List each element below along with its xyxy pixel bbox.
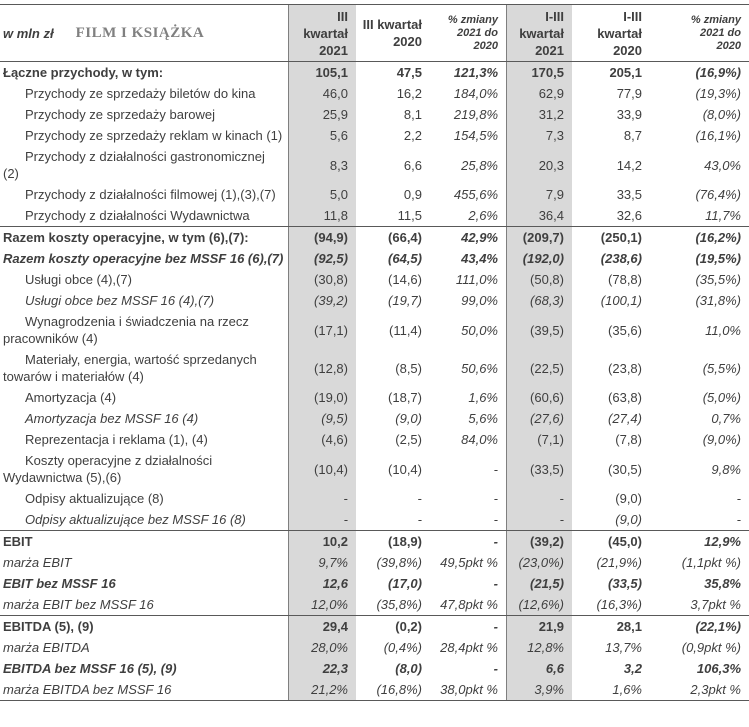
value-cell: 9,8% <box>711 461 741 477</box>
value-cell: 35,8% <box>704 576 741 591</box>
value-cell: 12,0% <box>288 594 356 615</box>
value-cell: (78,8) <box>608 272 642 287</box>
row-label: Przychody z działalności gastronomicznej (2) <box>3 149 265 181</box>
value-cell: - <box>736 491 741 506</box>
table-row <box>0 429 749 450</box>
page-title: FILM I KSIĄŻKA <box>75 24 205 41</box>
value-cell: (16,3%) <box>596 597 642 612</box>
value-cell: 6,6 <box>403 157 422 173</box>
value-cell: 29,4 <box>288 616 356 637</box>
value-cell: 3,2 <box>623 661 642 676</box>
column-header-label: % zmiany 2021 do 2020 <box>447 13 498 52</box>
value-cell: 219,8% <box>453 107 498 122</box>
value-cell: (18,7) <box>388 390 422 405</box>
table-row <box>0 349 749 387</box>
row-label-cell <box>0 205 288 226</box>
value-cell: (100,1) <box>600 293 642 308</box>
row-label: Wynagrodzenia i świadczenia na rzecz pracowników (4) <box>3 314 249 346</box>
value-cell: 11,8 <box>288 205 356 226</box>
value-cell: - <box>493 661 498 676</box>
value-cell: 22,3 <box>288 658 356 679</box>
value-cell: 33,5 <box>616 187 642 202</box>
value-cell: 46,0 <box>288 83 356 104</box>
value-cell: (8,5) <box>395 360 422 376</box>
value-cell: 62,9 <box>506 83 572 104</box>
value-cell: (1,1pkt %) <box>681 555 741 570</box>
row-label-cell <box>0 509 288 530</box>
value-cell: 8,7 <box>623 128 642 143</box>
value-cell: 7,9 <box>506 184 572 205</box>
row-label-cell <box>0 594 288 615</box>
value-cell: (92,5) <box>288 248 356 269</box>
value-cell: 21,9 <box>506 616 572 637</box>
value-cell: (0,9pkt %) <box>681 640 741 655</box>
value-cell: (12,6%) <box>506 594 572 615</box>
table-corner-cell <box>0 5 288 61</box>
table-row <box>0 488 749 509</box>
column-header-label: III kwartał 2020 <box>362 17 422 49</box>
row-label-cell <box>0 573 288 594</box>
value-cell: (30,5) <box>608 461 642 477</box>
row-label: EBIT bez MSSF 16 <box>3 576 116 591</box>
value-cell: (5,0%) <box>702 390 741 405</box>
row-label: marża EBIT <box>3 555 72 570</box>
value-cell: (94,9) <box>288 227 356 248</box>
value-cell: 28,0% <box>288 637 356 658</box>
table-row <box>0 146 749 184</box>
table-row <box>0 62 749 83</box>
row-label: EBITDA bez MSSF 16 (5), (9) <box>3 661 177 676</box>
value-cell: (17,0) <box>388 576 422 591</box>
value-cell: 1,6% <box>468 390 498 405</box>
value-cell: (9,5) <box>288 408 356 429</box>
value-cell: - <box>493 619 498 634</box>
table-row <box>0 226 749 248</box>
row-label: Przychody z działalności filmowej (1),(3),(7) <box>25 187 276 202</box>
value-cell: (16,2%) <box>695 230 741 245</box>
value-cell: (19,5%) <box>695 251 741 266</box>
value-cell: 3,7pkt % <box>690 597 741 612</box>
table-row <box>0 269 749 290</box>
row-label: EBIT <box>3 534 33 549</box>
value-cell: 3,9% <box>506 679 572 700</box>
table-row <box>0 290 749 311</box>
column-header-1 <box>288 5 356 61</box>
value-cell: (9,0) <box>395 411 422 426</box>
column-header-label: I-III kwartał 2020 <box>597 8 642 58</box>
table-row <box>0 408 749 429</box>
column-header-label: % zmiany 2021 do 2020 <box>690 13 741 52</box>
value-cell: - <box>736 512 741 527</box>
value-cell: (31,8%) <box>695 293 741 308</box>
value-cell: 111,0% <box>455 272 498 287</box>
value-cell: 170,5 <box>506 62 572 83</box>
value-cell: 25,9 <box>288 104 356 125</box>
value-cell: - <box>417 512 422 527</box>
table-header-row <box>0 5 749 62</box>
financial-table <box>0 4 749 701</box>
value-cell: 50,0% <box>461 322 498 338</box>
value-cell: (66,4) <box>388 230 422 245</box>
value-cell: (22,5) <box>506 349 572 387</box>
row-label: Reprezentacja i reklama (1), (4) <box>25 432 208 447</box>
value-cell: - <box>506 488 572 509</box>
table-row <box>0 205 749 226</box>
value-cell: 7,3 <box>506 125 572 146</box>
value-cell: (9,0%) <box>702 432 741 447</box>
value-cell: 1,6% <box>612 682 642 697</box>
value-cell: (35,6) <box>608 322 642 338</box>
row-label-cell <box>0 248 288 269</box>
table-row <box>0 509 749 530</box>
row-label: Przychody z działalności Wydawnictwa <box>25 208 250 223</box>
value-cell: 47,8pkt % <box>440 597 498 612</box>
value-cell: (39,2) <box>506 531 572 552</box>
row-label-cell <box>0 104 288 125</box>
value-cell: (33,5) <box>608 576 642 591</box>
value-cell: (39,5) <box>506 311 572 349</box>
row-label: Usługi obce (4),(7) <box>25 272 132 287</box>
value-cell: (18,9) <box>388 534 422 549</box>
value-cell: (14,6) <box>388 272 422 287</box>
table-row <box>0 387 749 408</box>
row-label: Usługi obce bez MSSF 16 (4),(7) <box>25 293 215 308</box>
value-cell: (19,7) <box>388 293 422 308</box>
value-cell: (209,7) <box>506 227 572 248</box>
row-label: Materiały, energia, wartość sprzedanych towarów i materiałów (4) <box>3 352 257 384</box>
row-label: EBITDA (5), (9) <box>3 619 94 634</box>
value-cell: (35,8%) <box>376 597 422 612</box>
table-row <box>0 248 749 269</box>
row-label-cell <box>0 125 288 146</box>
table-row <box>0 615 749 637</box>
table-row <box>0 311 749 349</box>
table-row <box>0 679 749 700</box>
row-label-cell <box>0 387 288 408</box>
value-cell: 2,3pkt % <box>690 682 741 697</box>
value-cell: 121,3% <box>453 65 498 80</box>
row-label: Odpisy aktualizujące (8) <box>25 491 164 506</box>
row-label: Razem koszty operacyjne, w tym (6),(7): <box>3 230 249 245</box>
value-cell: 28,1 <box>616 619 642 634</box>
row-label-cell <box>0 450 288 488</box>
value-cell: - <box>288 509 356 530</box>
value-cell: (76,4%) <box>695 187 741 202</box>
value-cell: 38,0pkt % <box>440 682 498 697</box>
value-cell: 184,0% <box>453 86 498 101</box>
value-cell: 8,3 <box>288 146 356 184</box>
value-cell: - <box>506 509 572 530</box>
table-row <box>0 83 749 104</box>
row-label: Odpisy aktualizujące bez MSSF 16 (8) <box>25 512 246 527</box>
value-cell: 21,2% <box>288 679 356 700</box>
value-cell: (21,9%) <box>596 555 642 570</box>
value-cell: 14,2 <box>616 157 642 173</box>
value-cell: (9,0) <box>615 491 642 506</box>
row-label-cell <box>0 658 288 679</box>
unit-label: w mln zł <box>3 25 54 41</box>
value-cell: 12,6 <box>288 573 356 594</box>
row-label: Razem koszty operacyjne bez MSSF 16 (6),(7) <box>3 251 284 266</box>
value-cell: 12,9% <box>704 534 741 549</box>
row-label-cell <box>0 62 288 83</box>
row-label: marża EBITDA bez MSSF 16 <box>3 682 172 697</box>
value-cell: 47,5 <box>396 65 422 80</box>
value-cell: (60,6) <box>506 387 572 408</box>
value-cell: (8,0) <box>395 661 422 676</box>
row-label-cell <box>0 311 288 349</box>
row-label-cell <box>0 616 288 637</box>
value-cell: (4,6) <box>288 429 356 450</box>
value-cell: (35,5%) <box>695 272 741 287</box>
table-row <box>0 104 749 125</box>
value-cell: 5,0 <box>288 184 356 205</box>
value-cell: (30,8) <box>288 269 356 290</box>
value-cell: (19,3%) <box>695 86 741 101</box>
value-cell: 11,7% <box>705 208 741 223</box>
value-cell: - <box>493 534 498 549</box>
value-cell: 154,5% <box>453 128 498 143</box>
value-cell: 42,9% <box>461 230 498 245</box>
value-cell: (2,5) <box>395 432 422 447</box>
row-label: Przychody ze sprzedaży reklam w kinach (1) <box>25 128 283 143</box>
row-label-cell <box>0 429 288 450</box>
row-label: Przychody ze sprzedaży barowej <box>25 107 216 122</box>
value-cell: (16,1%) <box>695 128 741 143</box>
value-cell: (7,1) <box>506 429 572 450</box>
value-cell: 33,9 <box>616 107 642 122</box>
value-cell: (5,5%) <box>702 360 741 376</box>
table-row <box>0 450 749 488</box>
table-body <box>0 62 749 700</box>
value-cell: 5,6 <box>288 125 356 146</box>
value-cell: (39,8%) <box>376 555 422 570</box>
row-label: Amortyzacja bez MSSF 16 (4) <box>25 411 199 426</box>
column-header-6 <box>650 5 749 61</box>
value-cell: 28,4pkt % <box>440 640 498 655</box>
value-cell: (21,5) <box>506 573 572 594</box>
value-cell: 99,0% <box>461 293 498 308</box>
table-row <box>0 594 749 615</box>
value-cell: (238,6) <box>600 251 642 266</box>
value-cell: (16,9%) <box>695 65 741 80</box>
value-cell: 84,0% <box>461 432 498 447</box>
value-cell: 106,3% <box>696 661 741 676</box>
column-header-label: III kwartał 2021 <box>303 8 348 58</box>
value-cell: 11,5 <box>397 208 422 223</box>
value-cell: 50,6% <box>461 360 498 376</box>
value-cell: 32,6 <box>616 208 642 223</box>
value-cell: (10,4) <box>388 461 422 477</box>
value-cell: - <box>493 576 498 591</box>
value-cell: (27,6) <box>506 408 572 429</box>
value-cell: - <box>493 461 498 477</box>
column-header-4 <box>506 5 572 61</box>
value-cell: 25,8% <box>461 157 498 173</box>
row-label-cell <box>0 531 288 552</box>
row-label-cell <box>0 552 288 573</box>
row-label-cell <box>0 679 288 700</box>
value-cell: 16,2 <box>396 86 422 101</box>
value-cell: (9,0) <box>615 512 642 527</box>
row-label: marża EBITDA <box>3 640 90 655</box>
row-label-cell <box>0 408 288 429</box>
value-cell: (68,3) <box>506 290 572 311</box>
value-cell: 49,5pkt % <box>440 555 498 570</box>
table-row <box>0 125 749 146</box>
value-cell: (27,4) <box>608 411 642 426</box>
value-cell: (19,0) <box>288 387 356 408</box>
value-cell: (7,8) <box>615 432 642 447</box>
value-cell: 2,6% <box>468 208 498 223</box>
row-label-cell <box>0 488 288 509</box>
value-cell: 205,1 <box>609 65 642 80</box>
value-cell: 43,0% <box>704 157 741 173</box>
value-cell: (0,2) <box>395 619 422 634</box>
value-cell: (250,1) <box>600 230 642 245</box>
value-cell: 8,1 <box>403 107 422 122</box>
row-label-cell <box>0 184 288 205</box>
row-label: marża EBIT bez MSSF 16 <box>3 597 154 612</box>
value-cell: (45,0) <box>608 534 642 549</box>
table-row <box>0 530 749 552</box>
row-label: Amortyzacja (4) <box>25 390 117 405</box>
value-cell: 105,1 <box>288 62 356 83</box>
value-cell: (33,5) <box>506 450 572 488</box>
value-cell: 0,9 <box>403 187 422 202</box>
value-cell: (64,5) <box>388 251 422 266</box>
table-row <box>0 552 749 573</box>
value-cell: 43,4% <box>461 251 498 266</box>
value-cell: 10,2 <box>288 531 356 552</box>
value-cell: (16,8%) <box>376 682 422 697</box>
value-cell: (0,4%) <box>383 640 422 655</box>
value-cell: 6,6 <box>506 658 572 679</box>
row-label-cell <box>0 349 288 387</box>
value-cell: - <box>493 512 498 527</box>
value-cell: (10,4) <box>288 450 356 488</box>
value-cell: (39,2) <box>288 290 356 311</box>
value-cell: 36,4 <box>506 205 572 226</box>
row-label-cell <box>0 637 288 658</box>
value-cell: 2,2 <box>403 128 422 143</box>
value-cell: (11,4) <box>389 322 422 338</box>
row-label: Przychody ze sprzedaży biletów do kina <box>25 86 256 101</box>
row-label-cell <box>0 83 288 104</box>
value-cell: 11,0% <box>705 322 741 338</box>
value-cell: (22,1%) <box>695 619 741 634</box>
column-header-label: I-III kwartał 2021 <box>519 8 564 58</box>
value-cell: - <box>417 491 422 506</box>
row-label-cell <box>0 146 288 184</box>
column-header-5 <box>572 5 650 61</box>
table-row <box>0 184 749 205</box>
value-cell: (63,8) <box>608 390 642 405</box>
value-cell: 0,7% <box>711 411 741 426</box>
row-label-cell <box>0 227 288 248</box>
table-row <box>0 637 749 658</box>
value-cell: (50,8) <box>506 269 572 290</box>
value-cell: (192,0) <box>506 248 572 269</box>
value-cell: 12,8% <box>506 637 572 658</box>
table-row <box>0 658 749 679</box>
value-cell: - <box>493 491 498 506</box>
value-cell: - <box>288 488 356 509</box>
column-header-3 <box>430 5 506 61</box>
row-label-cell <box>0 269 288 290</box>
value-cell: 77,9 <box>616 86 642 101</box>
value-cell: 20,3 <box>506 146 572 184</box>
value-cell: 5,6% <box>468 411 498 426</box>
value-cell: 13,7% <box>605 640 642 655</box>
table-row <box>0 573 749 594</box>
value-cell: (23,0%) <box>506 552 572 573</box>
value-cell: (8,0%) <box>702 107 741 122</box>
value-cell: 455,6% <box>453 187 498 202</box>
value-cell: 31,2 <box>506 104 572 125</box>
value-cell: 9,7% <box>288 552 356 573</box>
value-cell: (23,8) <box>608 360 642 376</box>
row-label-cell <box>0 290 288 311</box>
value-cell: (12,8) <box>288 349 356 387</box>
row-label: Koszty operacyjne z działalności Wydawnictwa (5),(6) <box>3 453 213 485</box>
row-label: Łączne przychody, w tym: <box>3 65 164 80</box>
value-cell: (17,1) <box>288 311 356 349</box>
column-header-2 <box>356 5 430 61</box>
